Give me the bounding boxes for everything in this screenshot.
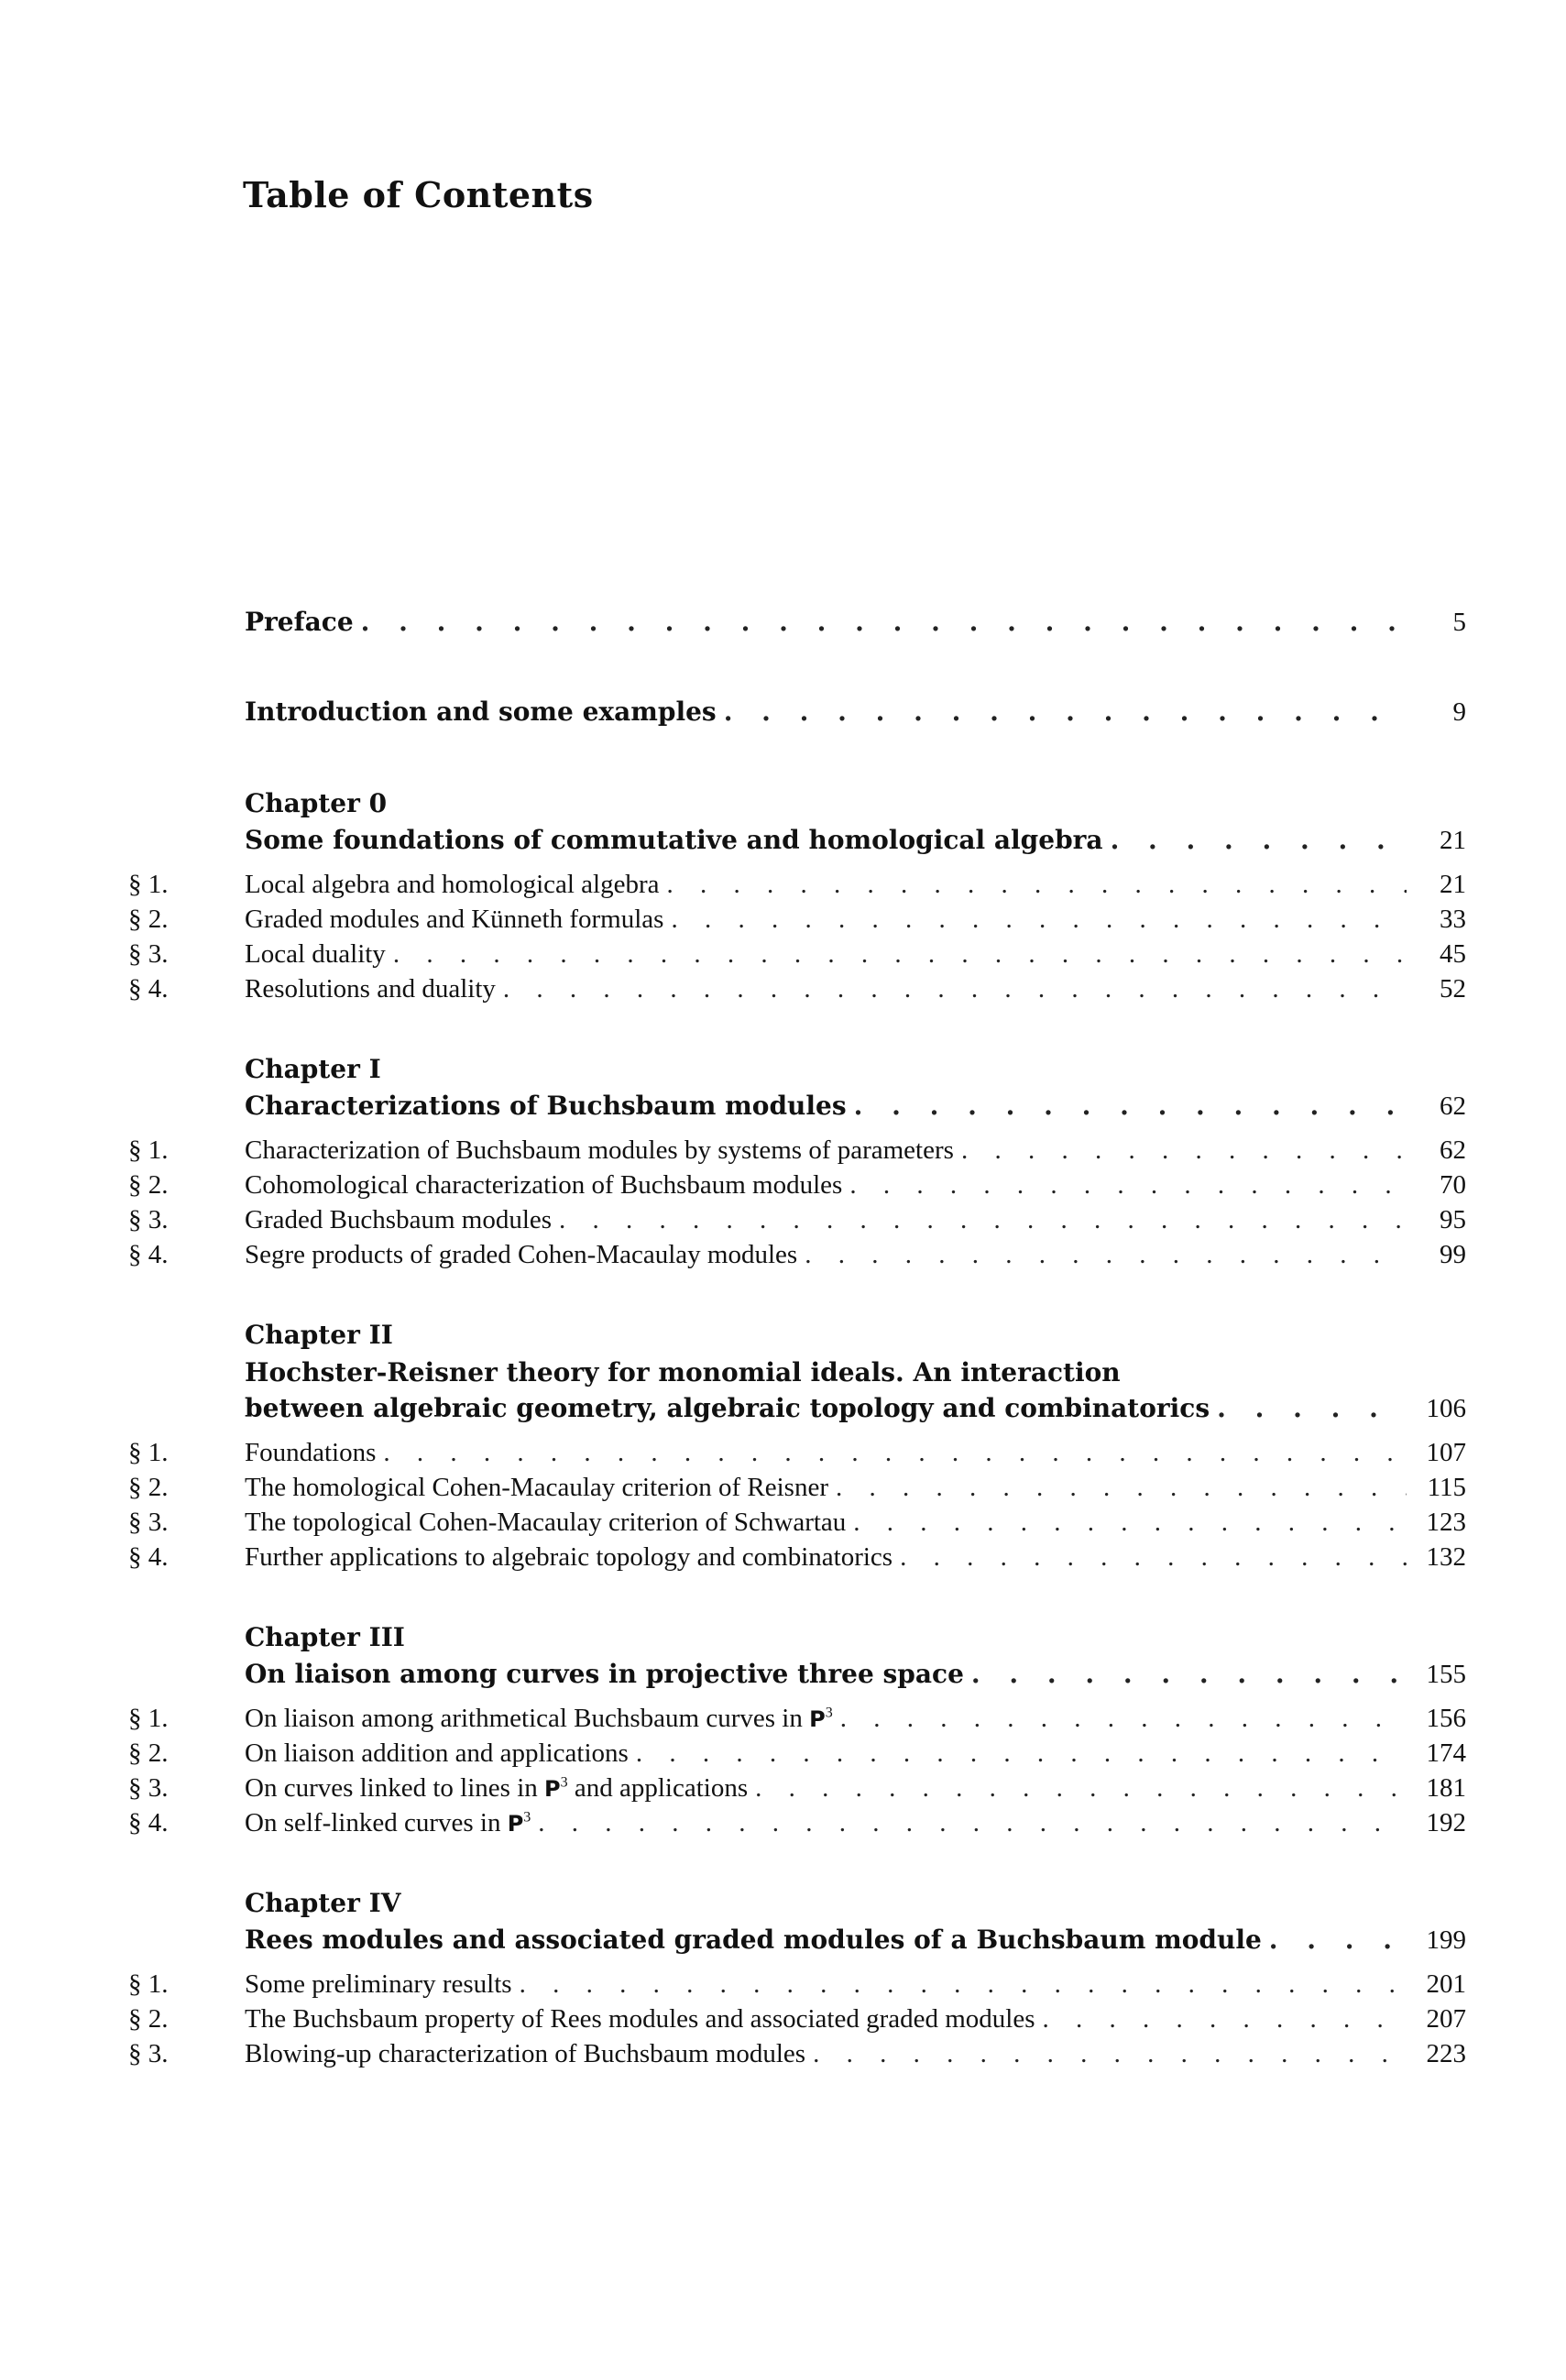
chapter-label: Chapter 0 [245,788,388,818]
leader-dots [383,1435,1407,1470]
section-number: § 1. [128,1969,169,1999]
leader-dots [724,695,1407,729]
section-number: § 4. [128,1808,169,1837]
leader-dots [667,867,1407,902]
page-number: 207 [1426,2004,1466,2034]
leader-dots [503,971,1407,1006]
section-number: § 3. [128,1508,169,1537]
leader-dots [840,1701,1407,1736]
toc-entry-chapter-4[interactable] [128,1923,1466,1958]
page-number: 70 [1440,1170,1466,1200]
entry-title: Characterization of Buchsbaum modules by systems of parameters [245,1135,954,1165]
toc-entry-section[interactable] [128,2002,1466,2036]
leader-dots [538,1805,1407,1840]
entry-title: Foundations [245,1438,377,1467]
entry-title: Introduction and some examples [245,696,717,727]
section-number: § 2. [128,2004,169,2034]
chapter-label: Chapter III [245,1622,405,1652]
toc-entry-section[interactable] [128,1701,1466,1736]
page-number: 106 [1426,1394,1466,1423]
page-number: 192 [1426,1808,1466,1837]
entry-title: Preface [245,607,354,637]
entry-title: On liaison addition and applications [245,1738,629,1768]
toc-entry-chapter-1[interactable] [128,1089,1466,1124]
leader-dots [671,902,1407,937]
entry-title: The topological Cohen-Macaulay criterion of Schwartau [245,1508,847,1537]
section-number: § 1. [128,1704,169,1733]
page-number: 155 [1426,1660,1466,1689]
page-number: 95 [1440,1205,1466,1234]
page-number: 107 [1426,1438,1466,1467]
chapter-title-line: Hochster-Reisner theory for monomial ideals. An interaction [245,1357,1121,1387]
entry-title: On liaison among curves in projective three space [245,1659,964,1689]
section-number: § 1. [128,1135,169,1165]
toc-entry-chapter-2[interactable] [128,1391,1466,1426]
toc-entry-section[interactable] [128,1540,1466,1574]
section-number: § 1. [128,1438,169,1467]
leader-dots [1217,1391,1407,1426]
toc-entry-section[interactable] [128,1967,1466,2002]
toc-entry-section[interactable] [128,1505,1466,1540]
page-number: 45 [1440,939,1466,969]
section-number: § 2. [128,1473,169,1502]
section-number: § 3. [128,2039,169,2068]
toc-entry-chapter-0[interactable] [128,823,1466,858]
section-number: § 3. [128,1205,169,1234]
page-number: 21 [1440,826,1466,855]
toc-entry-section[interactable] [128,902,1466,937]
page-number: 33 [1440,905,1466,934]
entry-title: Resolutions and duality [245,974,496,1004]
chapter-label: Chapter II [245,1320,393,1350]
leader-dots [849,1168,1407,1202]
toc-entry-section[interactable] [128,1237,1466,1272]
entry-title: The homological Cohen-Macaulay criterion of Reisner [245,1473,828,1502]
toc-entry-section[interactable] [128,867,1466,902]
section-number: § 4. [128,1240,169,1269]
projective-space-symbol: P [809,1706,826,1732]
leader-dots [1269,1923,1407,1958]
leader-dots [813,2036,1407,2071]
leader-dots [961,1133,1407,1168]
toc-entry-section[interactable] [128,1771,1466,1805]
toc-entry-section[interactable] [128,1470,1466,1505]
page-number: 201 [1426,1969,1466,1999]
page-number: 62 [1440,1091,1466,1121]
entry-title: Some foundations of commutative and homological algebra [245,825,1103,855]
leader-dots [971,1657,1407,1692]
entry-title: Local algebra and homological algebra [245,870,660,899]
leader-dots [393,937,1407,971]
page-number: 123 [1426,1508,1466,1537]
leader-dots [1043,2002,1407,2036]
toc-entry-section[interactable] [128,2036,1466,2071]
page-number: 174 [1426,1738,1466,1768]
toc-entry-section[interactable] [128,1202,1466,1237]
leader-dots [853,1505,1407,1540]
toc-entry-section[interactable] [128,1805,1466,1840]
toc-entry-chapter-3[interactable] [128,1657,1466,1692]
projective-space-symbol: P [507,1811,524,1837]
entry-title: between algebraic geometry, algebraic topology and combinatorics [245,1393,1210,1423]
entry-title: Graded modules and Künneth formulas [245,905,664,934]
toc-entry-section[interactable] [128,1168,1466,1202]
toc-entry-section[interactable] [128,1133,1466,1168]
page-number: 181 [1426,1773,1466,1803]
projective-space-symbol: P [544,1776,561,1802]
section-number: § 3. [128,939,169,969]
entry-title: Rees modules and associated graded modules of a Buchsbaum module [245,1925,1262,1955]
leader-dots [636,1736,1407,1771]
section-number: § 4. [128,974,169,1004]
entry-title: Local duality [245,939,386,969]
section-number: § 2. [128,1738,169,1768]
page-number: 99 [1440,1240,1466,1269]
chapter-label: Chapter IV [245,1888,401,1918]
leader-dots [836,1470,1407,1505]
leader-dots [1111,823,1407,858]
leader-dots [900,1540,1407,1574]
page-number: 52 [1440,974,1466,1004]
page-number: 132 [1426,1542,1466,1572]
toc-entry-section[interactable] [128,1435,1466,1470]
page-number: 9 [1452,697,1466,727]
leader-dots [520,1967,1407,2002]
section-number: § 1. [128,870,169,899]
entry-title: Some preliminary results [245,1969,512,1999]
section-number: § 3. [128,1773,169,1803]
entry-title: On liaison among arithmetical Buchsbaum curves in $P^3$ [245,1704,833,1733]
entry-title: The Buchsbaum property of Rees modules and associated graded modules [245,2004,1035,2034]
toc-entry-preface[interactable] [128,605,1466,640]
section-number: § 2. [128,905,169,934]
page-number: 62 [1440,1135,1466,1165]
toc-entry-section[interactable] [128,937,1466,971]
section-number: § 2. [128,1170,169,1200]
entry-title: Graded Buchsbaum modules [245,1205,553,1234]
toc-entry-introduction[interactable] [128,695,1466,729]
table-of-contents [128,605,1466,2071]
page-number: 223 [1426,2039,1466,2068]
toc-entry-section[interactable] [128,1736,1466,1771]
page-number: 21 [1440,870,1466,899]
entry-title: Cohomological characterization of Buchsbaum modules [245,1170,843,1200]
page-number: 5 [1452,608,1466,637]
entry-title: On curves linked to lines in $P^3$ and applications [245,1773,749,1803]
entry-title: Further applications to algebraic topology and combinatorics [245,1542,893,1572]
toc-entry-section[interactable] [128,971,1466,1006]
page-number: 156 [1426,1704,1466,1733]
leader-dots [559,1202,1407,1237]
leader-dots [854,1089,1407,1124]
entry-title: On self-linked curves in $P^3$ [245,1808,531,1837]
section-number: § 4. [128,1542,169,1572]
leader-dots [361,605,1407,640]
page-number: 199 [1426,1925,1466,1955]
entry-title: Characterizations of Buchsbaum modules [245,1091,847,1121]
chapter-label: Chapter I [245,1054,381,1084]
page-title: Table of Contents [243,174,594,215]
page-number: 115 [1427,1473,1466,1502]
leader-dots [805,1237,1407,1272]
entry-title: Blowing-up characterization of Buchsbaum modules [245,2039,806,2068]
leader-dots [755,1771,1407,1805]
entry-title: Segre products of graded Cohen-Macaulay modules [245,1240,798,1269]
